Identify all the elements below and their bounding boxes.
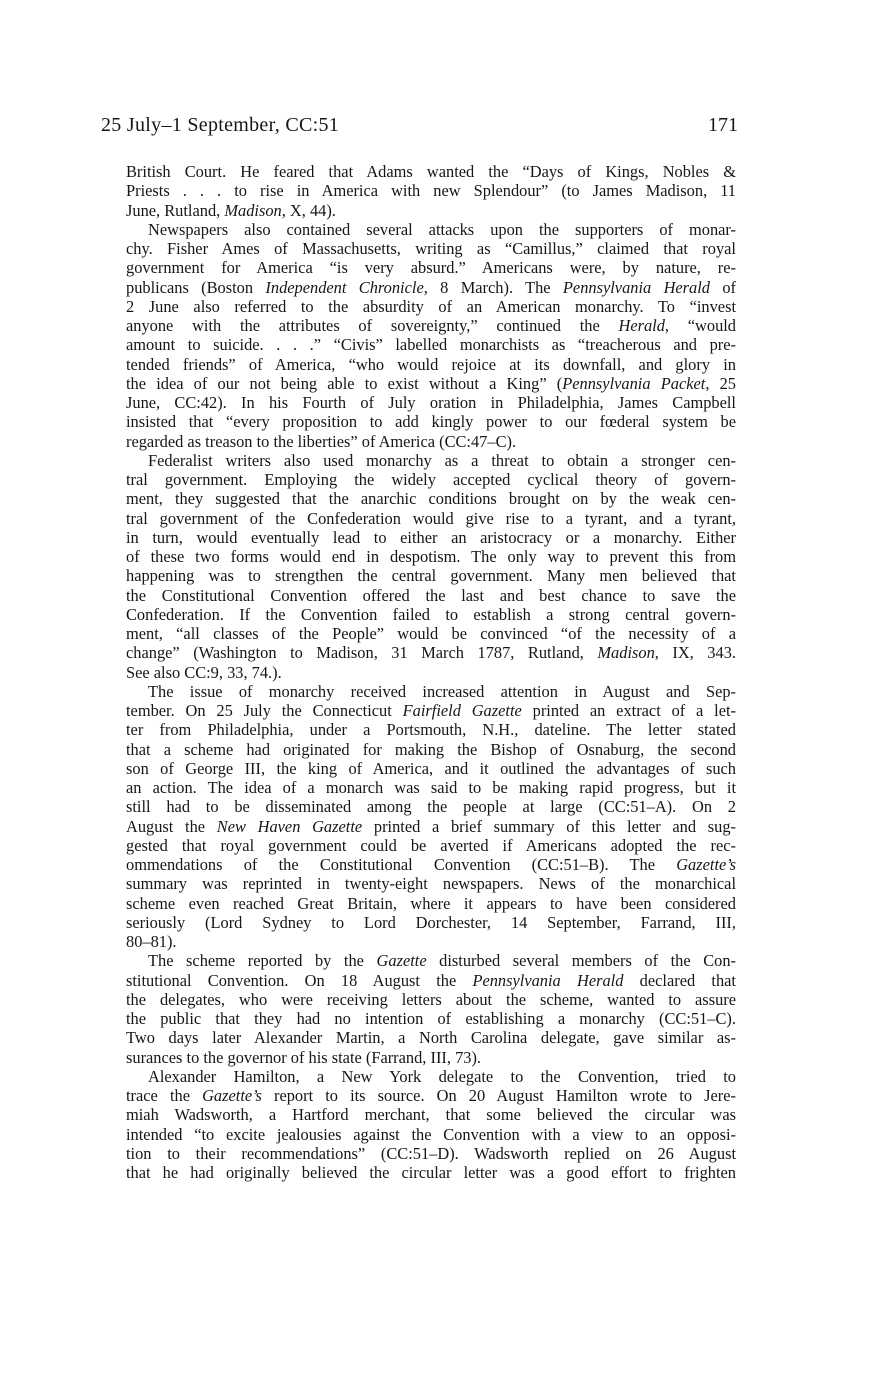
- text-segment: August the: [126, 816, 217, 836]
- text-line: [126, 932, 736, 951]
- text-line: [126, 663, 736, 682]
- text-line: [126, 547, 736, 566]
- text-line: [126, 1067, 736, 1086]
- text-line: [126, 1144, 736, 1163]
- text-segment: Confederation. If the Convention failed to establish a strong central govern-: [126, 604, 736, 624]
- text-segment: ment, they suggested that the anarchic conditions brought on by the weak cen-: [126, 489, 736, 509]
- text-segment: , X, 44).: [281, 200, 336, 220]
- text-segment: disturbed several members of the Con-: [426, 951, 737, 971]
- italic-text: Herald: [618, 316, 665, 335]
- text-segment: Alexander Hamilton, a New York delegate to the Convention, tried to: [148, 1066, 736, 1086]
- text-line: [126, 759, 736, 778]
- text-line: [126, 566, 736, 585]
- text-line: [126, 1086, 736, 1105]
- text-segment: , IX, 343.: [654, 643, 736, 663]
- text-line: [126, 1048, 736, 1067]
- text-segment: the public that they had no intention of establishing a monarchy (CC:51–C).: [126, 1009, 736, 1028]
- text-line: [126, 412, 736, 431]
- text-line: [126, 605, 736, 624]
- italic-text: Pennsylvania Herald: [472, 970, 624, 990]
- text-line: [126, 470, 736, 489]
- text-segment: 2 June also referred to the absurdity of an American monarchy. To “invest: [126, 296, 736, 316]
- text-line: [126, 855, 736, 874]
- text-segment: of these two forms would end in despotism. The only way to prevent this from: [126, 547, 736, 566]
- text-segment: intended “to excite jealousies against the Convention with a view to an opposi-: [126, 1124, 736, 1144]
- italic-text: Madison: [597, 643, 655, 663]
- text-segment: 80–81).: [126, 932, 177, 951]
- text-segment: tended friends” of America, “who would rejoice at its downfall, and glory in: [126, 354, 736, 374]
- text-line: [126, 316, 736, 335]
- text-line: [126, 432, 736, 451]
- text-segment: still had to be disseminated among the people at large (CC:51–A). On 2: [126, 797, 736, 817]
- page-header: [101, 114, 738, 142]
- text-line: [126, 894, 736, 913]
- italic-text: Gazette’s: [676, 855, 736, 874]
- text-segment: tember. On 25 July the Connecticut: [126, 701, 403, 720]
- text-segment: June, Rutland,: [126, 200, 225, 220]
- text-line: [126, 355, 736, 374]
- italic-text: New Haven Gazette: [216, 816, 363, 836]
- text-segment: , “would: [664, 316, 737, 335]
- text-segment: ommendations of the Constitutional Convention (CC:51–B). The: [126, 855, 677, 874]
- italic-text: Madison: [224, 200, 282, 220]
- text-segment: ment, “all classes of the People” would be convinced “of the necessity of a: [126, 624, 736, 643]
- italic-text: Independent Chronicle: [265, 277, 424, 297]
- text-segment: seriously (Lord Sydney to Lord Dorchester, 14 September, Farrand, III,: [126, 912, 736, 932]
- text-line: [126, 451, 736, 470]
- text-line: [126, 586, 736, 605]
- text-segment: tral government. Employing the widely accepted cyclical theory of govern-: [126, 470, 736, 489]
- text-segment: chy. Fisher Ames of Massachusetts, writing as “Camillus,” claimed that royal: [126, 239, 736, 258]
- text-segment: the idea of our not being able to exist without a King” (: [126, 373, 563, 393]
- italic-text: Pennsylvania Packet: [562, 373, 706, 393]
- text-segment: British Court. He feared that Adams wanted the “Days of Kings, Nobles &: [126, 162, 736, 181]
- text-line: [126, 220, 736, 239]
- text-line: [126, 1105, 736, 1124]
- italic-text: Gazette’s: [202, 1086, 262, 1105]
- text-line: [126, 797, 736, 816]
- text-line: [126, 720, 736, 739]
- text-segment: anyone with the attributes of sovereignty,” continued the: [126, 316, 619, 335]
- text-line: [126, 643, 736, 662]
- text-segment: amount to suicide. . . .” “Civis” labelled monarchists as “treacherous and pre-: [126, 335, 736, 355]
- text-line: [126, 509, 736, 528]
- text-line: [126, 836, 736, 855]
- text-segment: tral government of the Confederation would give rise to a tyrant, and a tyrant,: [126, 508, 736, 528]
- text-segment: the delegates, who were receiving letters about the scheme, wanted to assure: [126, 989, 736, 1009]
- text-segment: declared that: [623, 970, 736, 990]
- text-segment: gested that royal government could be averted if Americans adopted the rec-: [126, 835, 736, 855]
- text-line: [126, 1028, 736, 1047]
- text-line: [126, 874, 736, 893]
- text-line: [126, 239, 736, 258]
- text-segment: Two days later Alexander Martin, a North Carolina delegate, gave similar as-: [126, 1028, 736, 1048]
- text-segment: that a scheme had originated for making the Bishop of Osnaburg, the second: [126, 739, 736, 759]
- text-segment: government for America “is very absurd.” Americans were, by nature, re-: [126, 258, 736, 278]
- text-segment: publicans (Boston: [126, 277, 266, 297]
- text-segment: report to its source. On 20 August Hamilton wrote to Jere-: [261, 1086, 736, 1105]
- text-line: [126, 817, 736, 836]
- italic-text: Gazette: [376, 951, 427, 971]
- text-line: [126, 778, 736, 797]
- text-segment: June, CC:42). In his Fourth of July oration in Philadelphia, James Campbell: [126, 393, 736, 412]
- text-line: [126, 1163, 736, 1182]
- text-line: [126, 489, 736, 508]
- text-segment: , 8 March). The: [423, 277, 563, 297]
- text-segment: surances to the governor of his state (Farrand, III, 73).: [126, 1047, 482, 1067]
- text-segment: in turn, would eventually lead to either an aristocracy or a monarchy. Either: [126, 527, 736, 547]
- text-line: [126, 393, 736, 412]
- text-segment: stitutional Convention. On 18 August the: [126, 970, 473, 990]
- text-line: [126, 701, 736, 720]
- text-line: [126, 201, 736, 220]
- text-segment: miah Wadsworth, a Hartford merchant, that some believed the circular was: [126, 1105, 736, 1125]
- text-segment: an action. The idea of a monarch was said to be making rapid progress, but it: [126, 778, 736, 797]
- page-number: 171: [708, 114, 738, 136]
- body-text: [126, 162, 736, 1182]
- text-segment: summary was reprinted in twenty-eight newspapers. News of the monarchical: [126, 874, 736, 894]
- text-segment: ter from Philadelphia, under a Portsmouth, N.H., dateline. The letter stated: [126, 720, 736, 740]
- text-segment: happening was to strengthen the central government. Many men believed that: [126, 566, 736, 586]
- italic-text: Pennsylvania Herald: [562, 277, 710, 297]
- text-line: [126, 913, 736, 932]
- text-line: [126, 624, 736, 643]
- text-line: [126, 971, 736, 990]
- text-segment: son of George III, the king of America, and it outlined the advantages of such: [126, 758, 736, 778]
- text-line: [126, 682, 736, 701]
- text-segment: of: [710, 277, 736, 297]
- text-segment: change” (Washington to Madison, 31 March 1787, Rutland,: [126, 643, 598, 663]
- text-line: [126, 990, 736, 1009]
- text-line: [126, 278, 736, 297]
- text-segment: printed an extract of a let-: [521, 701, 736, 720]
- text-segment: that he had originally believed the circular letter was a good effort to frighten: [126, 1163, 736, 1182]
- text-segment: the Constitutional Convention offered the last and best chance to save the: [126, 585, 736, 605]
- text-line: [126, 528, 736, 547]
- text-segment: tion to their recommendations” (CC:51–D). Wadsworth replied on 26 August: [126, 1143, 736, 1163]
- text-segment: , 25: [705, 373, 736, 393]
- text-segment: Priests . . . to rise in America with new Splendour” (to James Madison, 11: [126, 181, 736, 201]
- text-line: [126, 1125, 736, 1144]
- text-line: [126, 181, 736, 200]
- text-segment: The scheme reported by the: [148, 951, 377, 971]
- text-segment: scheme even reached Great Britain, where it appears to have been considered: [126, 893, 736, 913]
- text-segment: Newspapers also contained several attacks upon the supporters of monar-: [148, 219, 736, 239]
- text-segment: See also CC:9, 33, 74.).: [126, 662, 282, 682]
- text-line: [126, 335, 736, 354]
- text-segment: Federalist writers also used monarchy as a threat to obtain a stronger cen-: [148, 450, 736, 470]
- text-segment: insisted that “every proposition to add kingly power to our fœderal system be: [126, 412, 736, 432]
- text-segment: regarded as treason to the liberties” of America (CC:47–C).: [126, 431, 517, 451]
- text-segment: trace the: [126, 1086, 203, 1105]
- text-segment: The issue of monarchy received increased attention in August and Sep-: [148, 681, 736, 701]
- text-line: [126, 258, 736, 277]
- text-line: [126, 297, 736, 316]
- text-line: [126, 740, 736, 759]
- text-line: [126, 1009, 736, 1028]
- text-line: [126, 951, 736, 970]
- running-head: 25 July–1 September, CC:51: [101, 114, 340, 136]
- text-line: [126, 374, 736, 393]
- text-line: [126, 162, 736, 181]
- italic-text: Fairfield Gazette: [402, 701, 522, 720]
- text-segment: printed a brief summary of this letter and sug-: [362, 816, 737, 836]
